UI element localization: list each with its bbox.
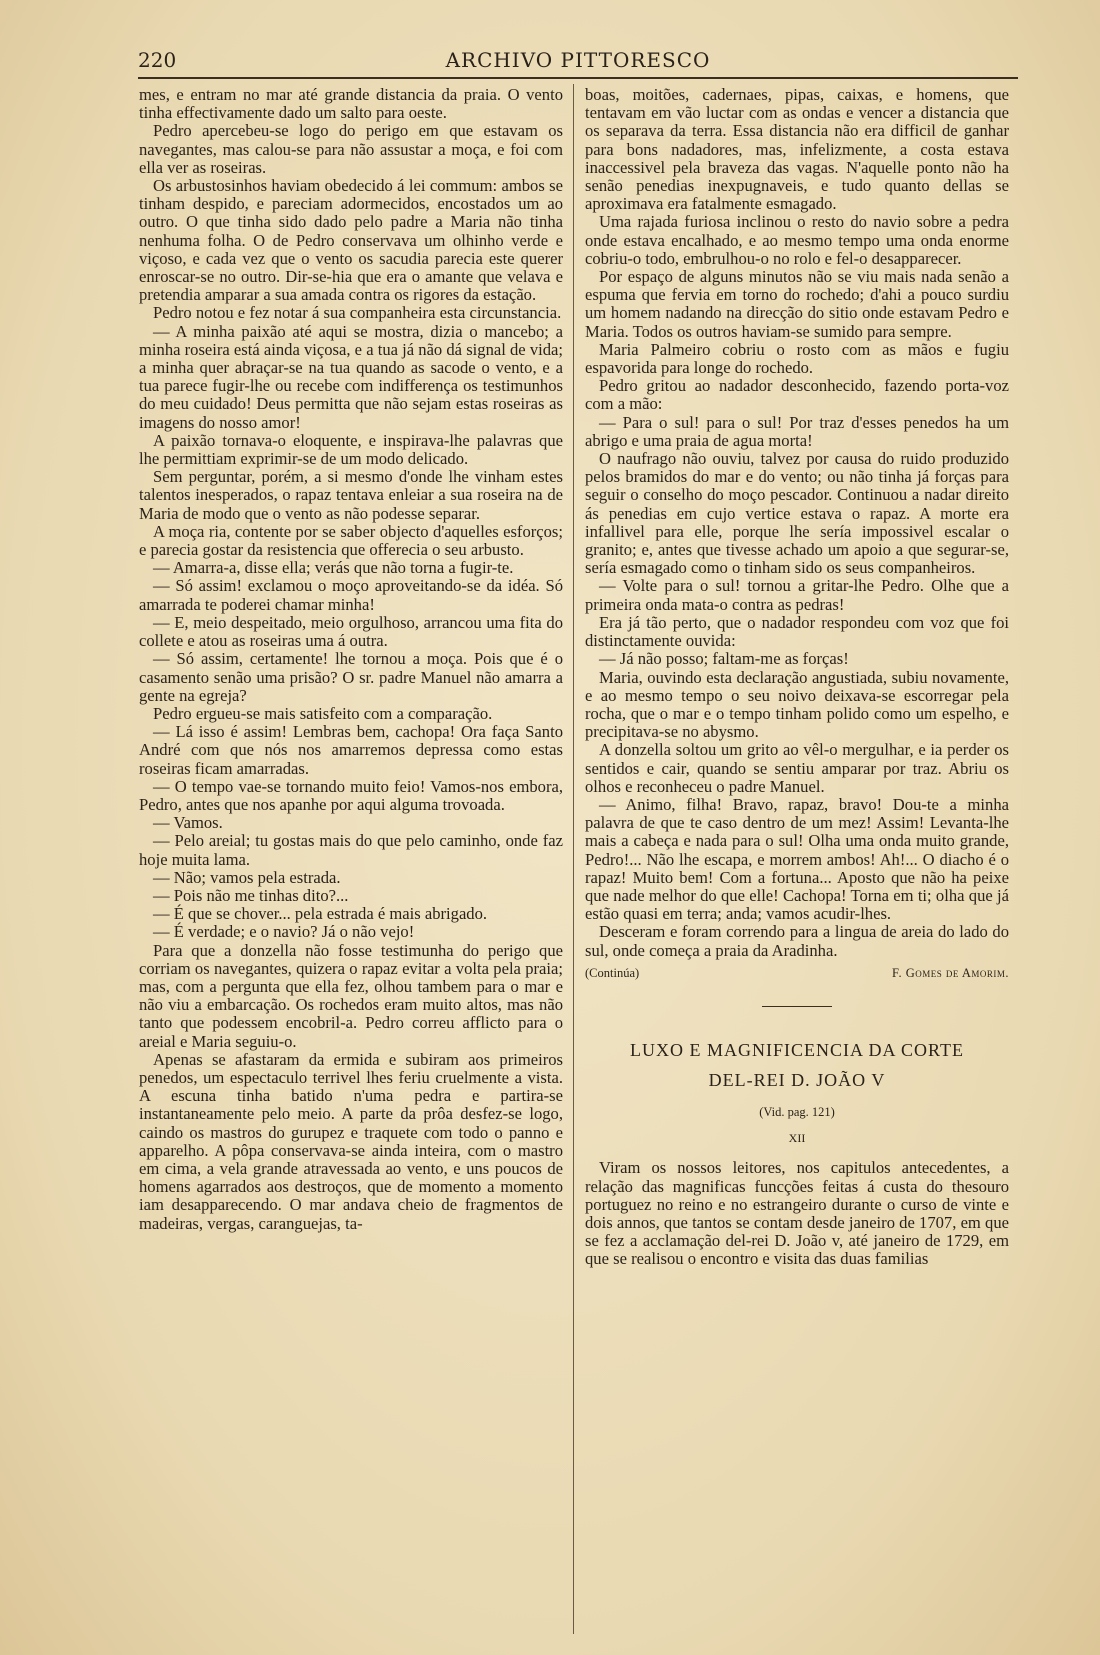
- article-title-line: LUXO E MAGNIFICENCIA DA CORTE: [630, 1039, 964, 1060]
- section-separator: [762, 1006, 832, 1007]
- paragraph: — E, meio despeitado, meio orgulhoso, arrancou uma fita do collete e atou as roseiras uma á outra.: [139, 612, 563, 651]
- paragraph: — É verdade; e o navio? Já o não vejo!: [153, 922, 415, 942]
- paragraph: — Amarra-a, disse ella; verás que não torna a fugir-te.: [153, 558, 514, 578]
- paragraph: Era já tão perto, que o nadador respondeu com voz que foi distinctamente ouvida:: [585, 612, 1009, 651]
- paragraph: A paixão tornava-o eloquente, e inspirava-lhe palavras que lhe permittiam exprimir-se de um modo delicado.: [139, 430, 563, 469]
- article-title: [585, 1035, 1009, 1095]
- paragraph: — Só assim! exclamou o moço aproveitando-se da idéa. Só amarrada te poderei chamar minha!: [139, 576, 563, 614]
- paragraph: Os arbustosinhos haviam obedecido á lei commum: ambos se tinham despido, e pareciam adormecidos, encostados um ao outro. O que tinha sido dado pelo padre a Maria não tinha nenhuma folha. O de Pedro conservava um olhinho verde e viçoso, e cada vez que o vento os sacudia parecia este querer enroscar-se no outro. Dir-se-hia que era o amante que velava e pretendia amparar a sua amada contra os rigores da estação.: [139, 176, 563, 305]
- paragraph: mes, e entram no mar até grande distancia da praia. O vento tinha effectivamente dado um salto para oeste.: [139, 85, 563, 123]
- paragraph: Apenas se afastaram da ermida e subiram aos primeiros penedos, um espectaculo terrivel lhes feriu cruelmente a vista. A escuna tinha batido n'uma pedra e partira-se instantaneamente pelo meio. A parte da prôa desfez-se logo, caindo os mastros do gurupez e traquete com todo o panno e apparelho. A pôpa conservava-se ainda inteira, com o mastro em cima, a vela grande atravessada ao vento, e uns poucos de homens agarrados aos destroços, que de momento a momento iam desapparecendo. O mar andava cheio de fragmentos de madeiras, vergas, caranguejas, ta-: [139, 1049, 563, 1233]
- paragraph: — A minha paixão até aqui se mostra, dizia o mancebo; a minha roseira está ainda viçosa, e a tua já não dá signal de vida; a minha quer abraçar-se na tua quando as sacode o vento, e a tua parece fugir-lhe ou recebe com indifferença os testimunhos do meu cuidado! Deus permitta que não sejam estas roseiras as imagens do nosso amor!: [139, 321, 563, 432]
- page-number: 220: [138, 48, 177, 72]
- continues-note: (Continúa): [585, 965, 640, 980]
- author-name: F. Gomes de Amorim.: [892, 965, 1009, 980]
- chapter-number: XII: [788, 1131, 806, 1146]
- right-column: [585, 86, 1009, 1269]
- paragraph: — Só assim, certamente! lhe tornou a moça. Pois que é o casamento senão uma prisão? O sr. padre Manuel não amarra a gente na egreja?: [139, 649, 563, 705]
- paragraph: Pedro ergueu-se mais satisfeito com a comparação.: [153, 703, 493, 723]
- paragraph: — Pois não me tinhas dito?...: [153, 885, 349, 905]
- page-header: [138, 44, 1018, 74]
- paragraph: — Volte para o sul! tornou a gritar-lhe Pedro. Olhe que a primeira onda mata-o contra as pedras!: [585, 576, 1009, 614]
- paragraph: A moça ria, contente por se saber objecto d'aquelles esforços; e parecia gostar da resistencia que offerecia o seu arbusto.: [139, 521, 563, 560]
- paragraph: — Já não posso; faltam-me as forças!: [599, 649, 849, 669]
- paragraph: Sem perguntar, porém, a si mesmo d'onde lhe vinham estes talentos inesperados, o rapaz tentava enleiar a sua roseira na de Maria de modo que o vento as não podesse separar.: [139, 467, 563, 523]
- paragraph: Uma rajada furiosa inclinou o resto do navio sobre a pedra onde estava encalhado, e ao mesmo tempo uma onda enorme cobriu-o todo, embrulhou-o no rolo e fel-o desapparecer.: [585, 212, 1009, 268]
- header-rule: [138, 77, 1018, 79]
- byline: [585, 964, 1009, 982]
- paragraph: — Lá isso é assim! Lembras bem, cachopa! Ora faça Santo André com que nós nos amarremos depressa como estas roseiras ficam amarradas.: [139, 722, 563, 778]
- paragraph: O naufrago não ouviu, talvez por causa do ruido produzido pelos bramidos do mar e do vento; ou não tinha já forças para seguir o conselho do moço pescador. Continuou a nadar direito ás penedias em cujo vertice estava o rapaz. A morte era infallivel para elle, porque lhe sería impossivel escalar o granito; e, antes que tivesse achado um apoio a que segurar-se, sería esmagado como o tinham sido os seus companheiros.: [585, 449, 1009, 578]
- paragraph: — Pelo areial; tu gostas mais do que pelo caminho, onde faz hoje muita lama.: [139, 831, 563, 869]
- column-divider: [573, 84, 574, 1634]
- left-column: [139, 86, 563, 1233]
- paragraph: — Vamos.: [153, 813, 223, 833]
- paragraph: — O tempo vae-se tornando muito feio! Vamos-nos embora, Pedro, antes que nos apanhe por aqui alguma trovoada.: [139, 776, 563, 814]
- paragraph: Pedro notou e fez notar á sua companheira esta circunstancia.: [153, 303, 562, 323]
- paragraph: Viram os nossos leitores, nos capitulos antecedentes, a relação das magnificas funcções feitas á custa do thesouro portuguez no reino e no estrangeiro durante o curso de vinte e dois annos, que tantos se contam desde janeiro de 1707, em que se fez a acclamação del-rei D. João v, até janeiro de 1729, em que se realisou o encontro e visita das duas familias: [585, 1158, 1009, 1269]
- article-title-line: DEL-REI D. JOÃO V: [708, 1069, 886, 1090]
- article-reference: (Vid. pag. 121): [759, 1104, 835, 1119]
- paragraph: A donzella soltou um grito ao vêl-o mergulhar, e ia perder os sentidos e cair, quando se sentiu amparar por traz. Abriu os olhos e reconheceu o padre Manuel.: [585, 740, 1009, 796]
- paragraph: Maria, ouvindo esta declaração angustiada, subiu novamente, e ao mesmo tempo o seu noivo deixava-se escorregar pela rocha, que o mar e o tempo tinham polido como um espelho, e precipitava-se no abysmo.: [585, 667, 1009, 742]
- paragraph: Por espaço de alguns minutos não se viu mais nada senão a espuma que fervia em torno do rochedo; d'ahi a pouco surdiu um homem nadando na direcção do sitio onde estavam Pedro e Maria. Todos os outros haviam-se sumido para sempre.: [585, 267, 1009, 341]
- paragraph: Para que a donzella não fosse testimunha do perigo que corriam os navegantes, quizera o rapaz evitar a volta pela praia; mas, com a pergunta que ella fez, olhou tambem para o mar e não viu a embarcação. Os rochedos eram muito altos, mas não tanto que podessem encobril-a. Pedro correu afflicto para o areial e Maria seguiu-o.: [139, 940, 563, 1051]
- paragraph: — É que se chover... pela estrada é mais abrigado.: [153, 904, 488, 924]
- paragraph: Maria Palmeiro cobriu o rosto com as mãos e fugiu espavorida para longe do rochedo.: [585, 339, 1009, 378]
- paragraph: Desceram e foram correndo para a lingua de areia do lado do sul, onde começa a praia da Aradinha.: [585, 922, 1009, 960]
- paragraph: Pedro apercebeu-se logo do perigo em que estavam os navegantes, mas calou-se para não assustar a moça, e foi com ella ver as roseiras.: [139, 121, 563, 177]
- paragraph: — Para o sul! para o sul! Por traz d'esses penedos ha um abrigo e uma praia de agua morta!: [585, 412, 1009, 450]
- paragraph: boas, moitões, cadernaes, pipas, caixas, e homens, que tentavam em vão luctar com as ondas e vencer a distancia que os separava da terra. Essa distancia não era difficil de ganhar para bons nadadores, mas, infelizmente, a costa estava inaccessivel pela braveza das vagas. N'aquelle ponto não ha senão penedias inexpugnaveis, e tudo quanto dellas se aproximava era fatalmente esmagado.: [585, 85, 1009, 214]
- paragraph: — Não; vamos pela estrada.: [153, 867, 341, 887]
- running-title: ARCHIVO PITTORESCO: [445, 48, 711, 72]
- paragraph: — Animo, filha! Bravo, rapaz, bravo! Dou-te a minha palavra de que te caso dentro de um mez! Assim! Levanta-lhe mais a cabeça e nada para o sul! Olha uma onda muito grande, Pedro!... Não lhe escapa, e morrem ambos! Ah!... O diacho é o rapaz! Muito bem! Com a fortuna... Aposto que não ha peixe que nade melhor do que elle! Cachopa! Torna em ti; olha que já estão quasi em terra; anda; vamos acudir-lhes.: [585, 794, 1009, 924]
- paragraph: Pedro gritou ao nadador desconhecido, fazendo porta-voz com a mão:: [585, 376, 1009, 414]
